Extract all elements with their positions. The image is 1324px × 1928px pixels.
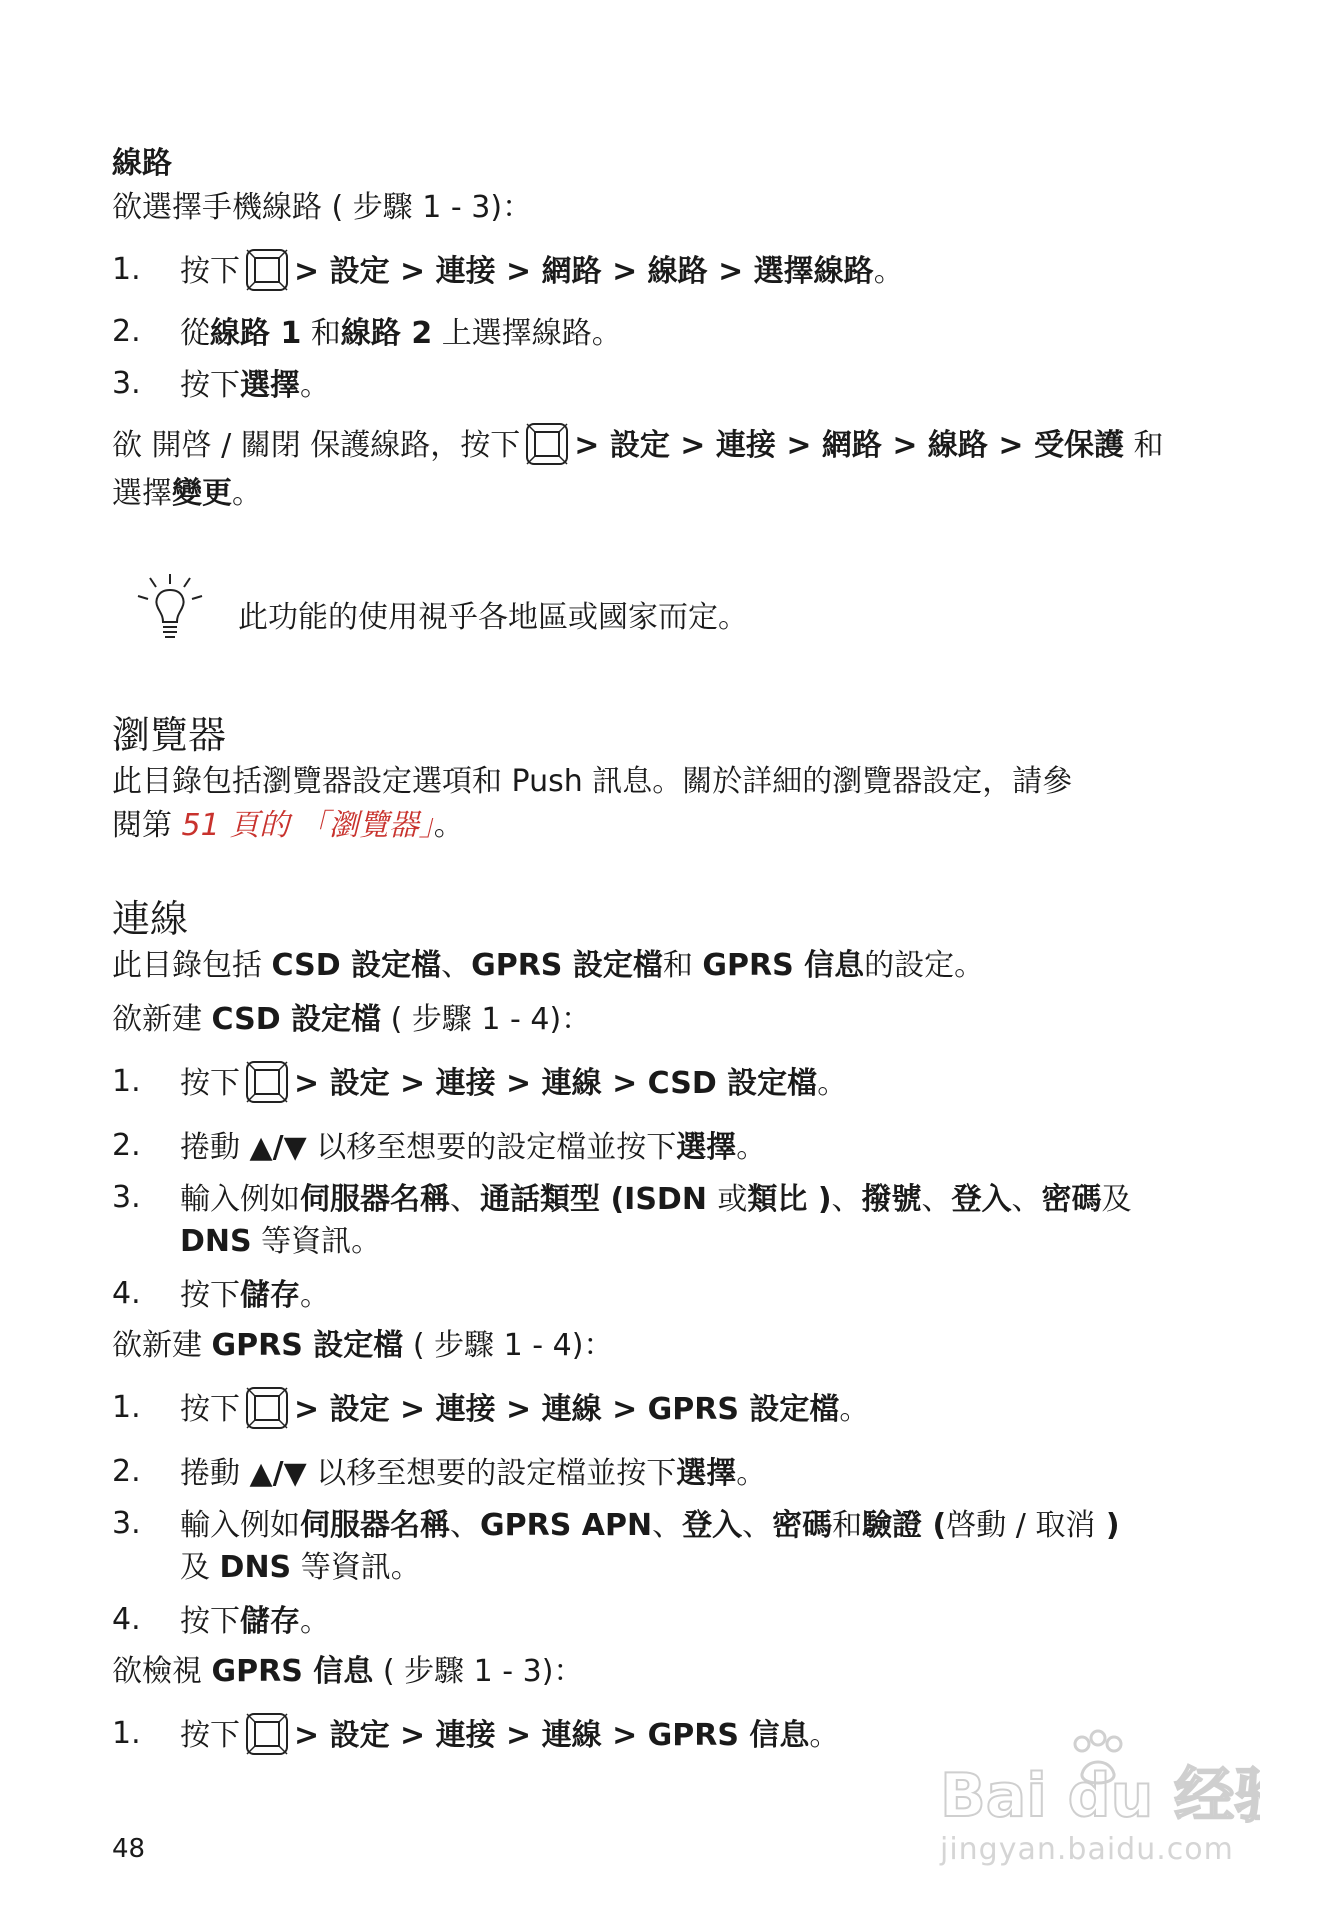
- conn-text: 和: [662, 948, 703, 983]
- punct: 、: [742, 1508, 773, 1543]
- gprs-step-3b: [180, 1548, 421, 1588]
- conn-bold: GPRS 設定檔: [471, 948, 663, 983]
- step-text: 捲動: [180, 1456, 250, 1491]
- punct: 。: [433, 808, 464, 843]
- step-bold: 類比 ): [747, 1182, 832, 1217]
- step-bold: 選擇: [240, 368, 300, 403]
- csd-step-3b: [180, 1222, 381, 1262]
- step-text: 按下: [180, 1278, 240, 1313]
- conn-bold: CSD 設定檔: [211, 1002, 382, 1037]
- step-number: 4.: [112, 1276, 141, 1311]
- step-bold: 密碼: [1041, 1182, 1102, 1217]
- baidu-watermark-logo: [940, 1728, 1260, 1832]
- menu-path: > 設定 > 連接 > 連線 > CSD 設定檔: [294, 1066, 818, 1101]
- menu-path: > 設定 > 連接 > 連線 > GPRS 信息: [294, 1718, 810, 1753]
- punct: 。: [839, 1392, 870, 1427]
- section-title-lines: 線路: [112, 146, 172, 181]
- conn-text: 此目錄包括: [112, 948, 272, 983]
- lightbulb-icon: [132, 572, 208, 646]
- gprs-step-3a: [180, 1506, 1120, 1546]
- browser-text: 閱第: [112, 808, 182, 843]
- menu-path: > 設定 > 連接 > 連線 > GPRS 設定檔: [294, 1392, 840, 1427]
- browser-page-link[interactable]: 51 頁的 「瀏覽器」: [181, 808, 434, 843]
- step-text: 等資訊。: [291, 1550, 421, 1585]
- step-number: 2.: [112, 314, 141, 349]
- menu-key-icon: [246, 1061, 288, 1103]
- step-bold: 儲存: [240, 1278, 300, 1313]
- punct: 。: [873, 254, 904, 289]
- step-bold: DNS: [180, 1224, 252, 1259]
- punct: 、: [1011, 1182, 1042, 1217]
- lines-intro: 欲選擇手機線路 ( 步驟 1 - 3)：: [112, 190, 533, 225]
- punct: 。: [300, 1278, 330, 1313]
- info-step-1: [180, 1716, 839, 1756]
- step-number: 1.: [112, 1716, 141, 1751]
- conn-text: 、: [441, 948, 472, 983]
- scroll-arrows: ▲/▼: [249, 1130, 307, 1165]
- protect-bold: 變更: [172, 476, 232, 511]
- punct: 、: [652, 1508, 683, 1543]
- conn-text: ( 步驟 1 - 4)：: [381, 1002, 592, 1037]
- step-bold: 選擇: [676, 1130, 737, 1165]
- step-text: 按下: [180, 1604, 240, 1639]
- step-text: 和: [832, 1508, 863, 1543]
- step-text: 上選擇線路。: [432, 316, 622, 351]
- punct: 。: [809, 1718, 840, 1753]
- step-number: 1.: [112, 1064, 141, 1099]
- browser-line-1: 此目錄包括瀏覽器設定選項和 Push 訊息。關於詳細的瀏覽器設定，請參: [112, 764, 1073, 799]
- conn-bold: GPRS 信息: [702, 948, 865, 983]
- step-bold: 密碼: [772, 1508, 833, 1543]
- step-bold: 儲存: [240, 1604, 300, 1639]
- conn-bold: GPRS 設定檔: [211, 1328, 404, 1363]
- conn-text: 欲新建: [112, 1328, 212, 1363]
- conn-text: ( 步驟 1 - 3)：: [373, 1654, 584, 1689]
- step-bold: 選擇: [676, 1456, 737, 1491]
- step-number: 3.: [112, 1506, 141, 1541]
- lines-step-3: [180, 366, 330, 406]
- step-text: 。: [300, 368, 330, 403]
- step-bold: 登入: [682, 1508, 743, 1543]
- conn-bold: CSD 設定檔: [271, 948, 442, 983]
- step-text: 按下: [180, 368, 240, 403]
- protect-line-1: [112, 426, 1164, 466]
- lines-step-1: [180, 252, 904, 292]
- menu-key-icon: [246, 249, 288, 291]
- step-text: 以移至想要的設定檔並按下: [306, 1130, 677, 1165]
- step-bold: 線路 2: [340, 316, 433, 351]
- step-text: 按下: [180, 254, 240, 289]
- step-text: 按下: [180, 1718, 240, 1753]
- menu-key-icon: [246, 1713, 288, 1755]
- step-text: 以移至想要的設定檔並按下: [306, 1456, 677, 1491]
- step-text: 按下: [180, 1392, 240, 1427]
- step-text: 或: [717, 1182, 748, 1217]
- step-text: 輸入例如: [180, 1182, 300, 1217]
- csd-step-4: [180, 1276, 330, 1316]
- note-text: 此功能的使用視乎各地區或國家而定。: [238, 600, 748, 635]
- punct: 。: [736, 1130, 767, 1165]
- conn-text: 欲新建: [112, 1002, 212, 1037]
- step-bold: 伺服器名稱: [300, 1508, 450, 1543]
- punct: 。: [300, 1604, 330, 1639]
- punct: 、: [450, 1182, 480, 1217]
- step-bold: 線路 1: [210, 316, 302, 351]
- csd-step-1: [180, 1064, 847, 1104]
- conn-text: 的設定。: [864, 948, 985, 983]
- step-number: 3.: [112, 1180, 141, 1215]
- step-bold: DNS: [219, 1550, 292, 1585]
- step-text: 及: [1101, 1182, 1132, 1217]
- gprs-step-4: [180, 1602, 330, 1642]
- step-text: 等資訊。: [251, 1224, 382, 1259]
- protect-text: 和: [1123, 428, 1164, 463]
- info-intro: [112, 1652, 583, 1692]
- protect-line-2: [112, 474, 262, 514]
- csd-step-2: [180, 1128, 766, 1168]
- gprs-step-2: [180, 1454, 766, 1494]
- scroll-arrows: ▲/▼: [249, 1456, 307, 1491]
- conn-text: 欲檢視: [112, 1654, 212, 1689]
- page-number: 48: [112, 1834, 146, 1864]
- watermark-url: jingyan.baidu.com: [940, 1832, 1234, 1867]
- menu-path: > 設定 > 連接 > 網路 > 線路 > 選擇線路: [294, 254, 874, 289]
- step-bold: 伺服器名稱: [300, 1182, 450, 1217]
- conn-text: ( 步驟 1 - 4)：: [403, 1328, 614, 1363]
- step-bold: ): [1095, 1508, 1120, 1543]
- section-title-connection: 連線: [112, 897, 189, 941]
- browser-line-2: [112, 806, 464, 846]
- step-text: 和: [301, 316, 341, 351]
- lines-step-2: [180, 314, 622, 354]
- step-text: 啓動 / 取消: [946, 1508, 1096, 1543]
- step-text: 及: [180, 1550, 220, 1585]
- punct: 、: [921, 1182, 952, 1217]
- conn-bold: GPRS 信息: [211, 1654, 374, 1689]
- gprs-step-1: [180, 1390, 869, 1430]
- csd-intro: [112, 1000, 591, 1040]
- conn-intro: [112, 946, 984, 986]
- step-number: 1.: [112, 252, 141, 287]
- step-text: 捲動: [180, 1130, 250, 1165]
- punct: 、: [450, 1508, 480, 1543]
- step-text: 從: [180, 316, 210, 351]
- punct: 。: [736, 1456, 767, 1491]
- protect-text: 選擇: [112, 476, 172, 511]
- step-number: 2.: [112, 1454, 141, 1489]
- step-bold: 登入: [951, 1182, 1012, 1217]
- menu-path: > 設定 > 連接 > 網路 > 線路 > 受保護: [574, 428, 1124, 463]
- section-title-browser: 瀏覽器: [112, 713, 227, 757]
- step-bold: 驗證 (: [862, 1508, 947, 1543]
- protect-text: 欲 開啓 / 關閉 保護線路，按下: [112, 428, 521, 463]
- step-number: 2.: [112, 1128, 141, 1163]
- menu-key-icon: [526, 423, 568, 465]
- csd-step-3a: [180, 1180, 1132, 1220]
- step-number: 1.: [112, 1390, 141, 1425]
- step-bold: GPRS APN: [480, 1508, 653, 1543]
- punct: 。: [232, 476, 262, 511]
- menu-key-icon: [246, 1387, 288, 1429]
- step-bold: 通話類型 (ISDN: [480, 1182, 718, 1217]
- gprs-intro: [112, 1326, 613, 1366]
- step-bold: 撥號: [861, 1182, 922, 1217]
- svg-text:Bai du 经验: Bai du 经验: [940, 1761, 1260, 1828]
- step-number: 4.: [112, 1602, 141, 1637]
- punct: 、: [831, 1182, 862, 1217]
- step-text: 按下: [180, 1066, 240, 1101]
- step-number: 3.: [112, 366, 141, 401]
- punct: 。: [817, 1066, 848, 1101]
- step-text: 輸入例如: [180, 1508, 300, 1543]
